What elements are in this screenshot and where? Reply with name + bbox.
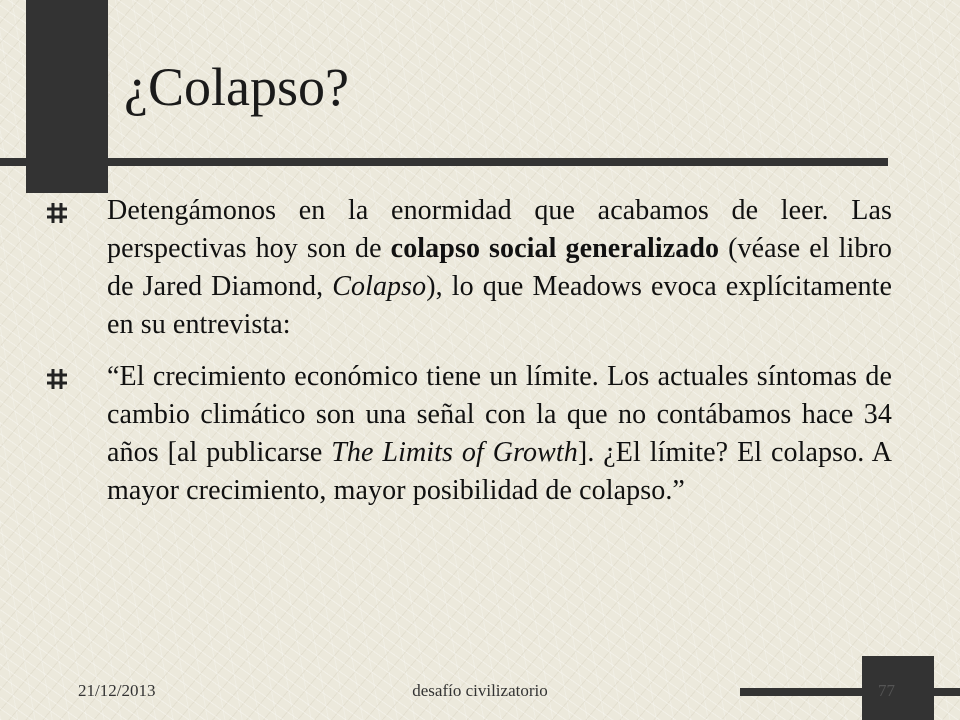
slide-content <box>46 192 892 524</box>
text-run: ]. ¿El límite? El colapso. A mayor crecimiento, mayor posibilidad de colapso.” <box>107 437 893 506</box>
slide-title: ¿Colapso? <box>124 57 349 117</box>
text-run: (véase el libro de Jared Diamond, <box>107 233 892 302</box>
book-title: Colapso <box>332 271 427 302</box>
hash-bullet-icon <box>46 368 68 390</box>
page-number: 77 <box>878 681 895 700</box>
text-run: ), lo que Meadows evoca explícitamente en su entrevista: <box>107 271 892 340</box>
hash-bullet-icon <box>46 202 68 224</box>
page-number-box <box>862 656 934 720</box>
text-run: Detengámonos en la enormidad que acabamos de leer. Las perspectivas hoy son de <box>107 195 892 264</box>
bold-phrase: colapso social generalizado <box>390 233 720 264</box>
footer-title: desafío civilizatorio <box>412 681 548 700</box>
bullet-text <box>107 192 892 344</box>
book-title: The Limits of Growth <box>331 437 578 468</box>
footer-date: 21/12/2013 <box>78 681 156 700</box>
bullet-item <box>46 192 892 344</box>
text-run: “El crecimiento económico tiene un límite. Los actuales síntomas de cambio climático son una señal con la que no contábamos hace 34 años [al publicarse <box>107 361 892 468</box>
bullet-item <box>46 358 892 510</box>
bullet-text <box>107 358 892 510</box>
title-divider <box>0 158 888 166</box>
